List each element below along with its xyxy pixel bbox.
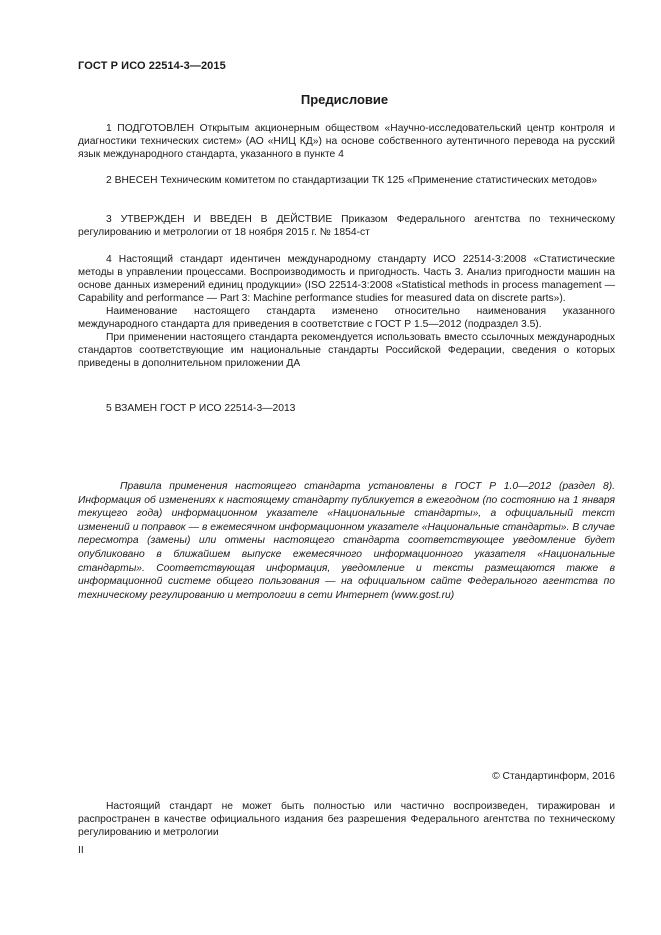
section-4-paragraph-3: При применении настоящего стандарта рекомендуется использовать вместо ссылочных международных стандартов соответствующие им национальные стандарты Российской Федерации, сведения о которых приведены в дополнительном приложении ДА [78,332,615,369]
section-1 [78,122,615,161]
section-2-text: 2 ВНЕСЕН Техническим комитетом по стандартизации ТК 125 «Применение статистических методов» [106,175,598,186]
document-header-id: ГОСТ Р ИСО 22514-3—2015 [78,60,226,72]
page-number: II [78,845,84,856]
reproduction-notice [78,800,615,839]
section-3-text: 3 УТВЕРЖДЕН И ВВЕДЕН В ДЕЙСТВИЕ Приказом Федерального агентства по техническому регулированию и метрологии от 18 ноября 2015 г. № 1854-ст [78,214,615,238]
application-notice [78,480,615,602]
section-4 [78,253,615,370]
section-4-paragraph-2: Наименование настоящего стандарта изменено относительно наименования указанного международного стандарта для приведения в соответствие с ГОСТ Р 1.5—2012 (подраздел 3.5). [78,306,615,330]
page-title: Предисловие [300,92,389,107]
reproduction-notice-text: Настоящий стандарт не может быть полностью или частично воспроизведен, тиражирован и распространен в качестве официального издания без разрешения Федерального агентства по техническому регулированию и метрологии [78,801,615,838]
section-4-paragraph-1: 4 Настоящий стандарт идентичен международному стандарту ИСО 22514-3:2008 «Статистические методы в управлении процессами. Воспроизводимость и пригодность. Часть 3. Анализ пригодности машин на основе данных измерений единиц продукции» (ISO 22514-3:2008 «Statistical methods in process management — Capability and performance — Part 3: Machine performance studies for measured data on discrete parts»). [78,254,615,304]
section-5 [78,402,615,415]
section-3 [78,213,615,239]
section-2 [78,174,615,187]
section-1-text: 1 ПОДГОТОВЛЕН Открытым акционерным обществом «Научно-исследовательский центр контроля и диагностики технических систем» (АО «НИЦ КД») на основе собственного аутентичного перевода на русский язык международного стандарта, указанного в пункте 4 [78,123,615,160]
copyright-line: © Стандартинформ, 2016 [492,771,615,782]
section-5-text: 5 ВЗАМЕН ГОСТ Р ИСО 22514-3—2013 [106,403,296,414]
application-notice-text: Правила применения настоящего стандарта установлены в ГОСТ Р 1.0—2012 (раздел 8). Информация об изменениях к настоящему стандарту публикуется в ежегодном (по состоянию на 1 января текущего года) информационном указателе «Национальные стандарты», а официальный текст изменений и поправок — в ежемесячном информационном указателе «Национальные стандарты». В случае пересмотра (замены) или отмены настоящего стандарта соответствующее уведомление будет опубликовано в ближайшем выпуске ежемесячного информационного указателя «Национальные стандарты». Соответствующая информация, уведомление и тексты размещаются также в информационной системе общего пользования — на официальном сайте Федерального агентства по техническому регулированию и метрологии в сети Интернет (www.gost.ru) [78,481,615,601]
